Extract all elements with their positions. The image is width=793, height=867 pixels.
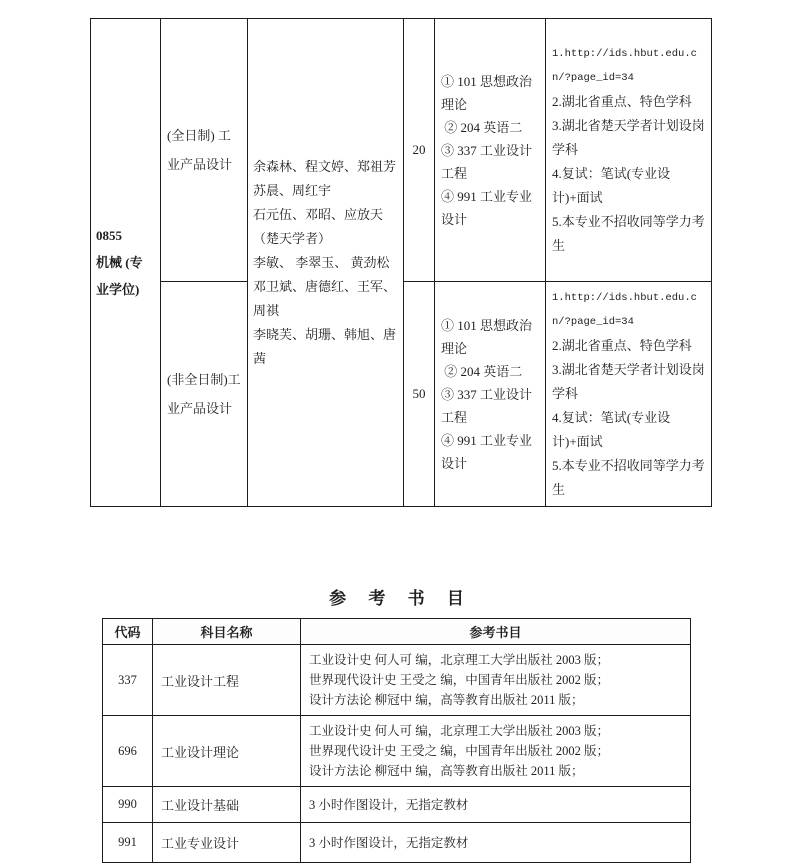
remark-item: 2.湖北省重点、特色学科	[552, 94, 692, 109]
book-list	[301, 823, 691, 863]
remarks-url: 1.http://ids.hbut.edu.cn/?page_id=34	[552, 292, 697, 328]
reference-row	[103, 787, 691, 823]
remarks-list	[552, 90, 705, 258]
reference-header-row	[103, 619, 691, 645]
supervisor-group: 李晓芙、胡珊、韩旭、唐茜	[253, 326, 397, 366]
book-line: 设计方法论 柳冠中 编，高等教育出版社 2011 版；	[309, 693, 584, 707]
supervisor-group: 石元伍、邓昭、应放天（楚天学者）	[253, 206, 384, 246]
subject-code: 337	[103, 645, 153, 716]
book-line: 工业设计史 何人可 编，北京理工大学出版社 2003 版；	[309, 724, 610, 738]
supervisor-group: 苏晨、周红宇	[253, 182, 332, 198]
reference-row	[103, 823, 691, 863]
program-name: (全日制) 工业产品设计	[167, 128, 233, 172]
exam-subject-item: ① 101 思想政治理论	[441, 317, 533, 356]
quota-cell-parttime: 50	[404, 282, 435, 507]
book-list	[301, 787, 691, 823]
major-code-cell	[91, 19, 161, 507]
subject-name: 工业设计工程	[153, 645, 301, 716]
quota-cell-fulltime: 20	[404, 19, 435, 282]
subject-code: 696	[103, 716, 153, 787]
supervisors-cell	[248, 19, 404, 507]
major-code: 0855	[96, 228, 122, 243]
exam-subject-item: ③ 337 工业设计工程	[441, 142, 533, 181]
book-line: 3 小时作图设计，无指定教材	[309, 797, 469, 812]
remark-item: 3.湖北省楚天学者计划设岗学科	[552, 362, 705, 401]
subject-name: 工业设计基础	[153, 787, 301, 823]
program-cell-fulltime	[161, 19, 248, 282]
supervisor-group: 余森林、程文婷、郑祖芳	[253, 158, 397, 174]
program-name: (非全日制)工业产品设计	[167, 372, 241, 416]
exam-subject-item: ② 204 英语二	[441, 363, 523, 379]
exam-subject-item: ④ 991 工业专业设计	[441, 432, 533, 471]
remark-item: 3.湖北省楚天学者计划设岗学科	[552, 118, 705, 157]
remarks-url: 1.http://ids.hbut.edu.cn/?page_id=34	[552, 48, 697, 84]
exam-subject-item: ② 204 英语二	[441, 119, 523, 135]
remark-item: 5.本专业不招收同等学力考生	[552, 458, 705, 497]
program-cell-parttime	[161, 282, 248, 507]
reference-table	[102, 618, 691, 863]
subject-code: 991	[103, 823, 153, 863]
remark-item: 2.湖北省重点、特色学科	[552, 338, 692, 353]
remark-item: 5.本专业不招收同等学力考生	[552, 214, 705, 253]
exam-subject-item: ③ 337 工业设计工程	[441, 386, 533, 425]
book-line: 设计方法论 柳冠中 编，高等教育出版社 2011 版；	[309, 764, 584, 778]
exam-subjects-cell-parttime	[435, 282, 546, 507]
book-line: 3 小时作图设计，无指定教材	[309, 835, 469, 850]
remark-item: 4.复试：笔试(专业设计)+面试	[552, 410, 671, 449]
reference-row	[103, 716, 691, 787]
book-line: 工业设计史 何人可 编，北京理工大学出版社 2003 版；	[309, 653, 610, 667]
exam-subject-item: ① 101 思想政治理论	[441, 73, 533, 112]
book-list	[301, 716, 691, 787]
supervisor-group: 李敏、 李翠玉、 黄劲松	[253, 254, 390, 270]
subject-name: 工业设计理论	[153, 716, 301, 787]
remarks-list	[552, 334, 705, 502]
book-list	[301, 645, 691, 716]
header-cell-code: 代码	[103, 619, 153, 645]
header-cell-subject: 科目名称	[153, 619, 301, 645]
exam-subjects-cell-fulltime	[435, 19, 546, 282]
supervisor-group: 邓卫斌、唐德红、王军、周祺	[253, 278, 397, 318]
major-name: 机械 (专业学位)	[96, 255, 143, 297]
reference-row	[103, 645, 691, 716]
remarks-cell-parttime	[546, 282, 712, 507]
remarks-cell-fulltime	[546, 19, 712, 282]
subject-name: 工业专业设计	[153, 823, 301, 863]
book-line: 世界现代设计史 王受之 编，中国青年出版社 2002 版；	[309, 744, 610, 758]
remark-item: 4.复试：笔试(专业设计)+面试	[552, 166, 671, 205]
book-line: 世界现代设计史 王受之 编，中国青年出版社 2002 版；	[309, 673, 610, 687]
subject-code: 990	[103, 787, 153, 823]
reference-section-title: 参 考 书 目	[329, 589, 473, 608]
exam-subject-item: ④ 991 工业专业设计	[441, 188, 533, 227]
header-cell-books: 参考书目	[301, 619, 691, 645]
admissions-row-fulltime	[91, 19, 712, 282]
admissions-table	[90, 18, 712, 507]
